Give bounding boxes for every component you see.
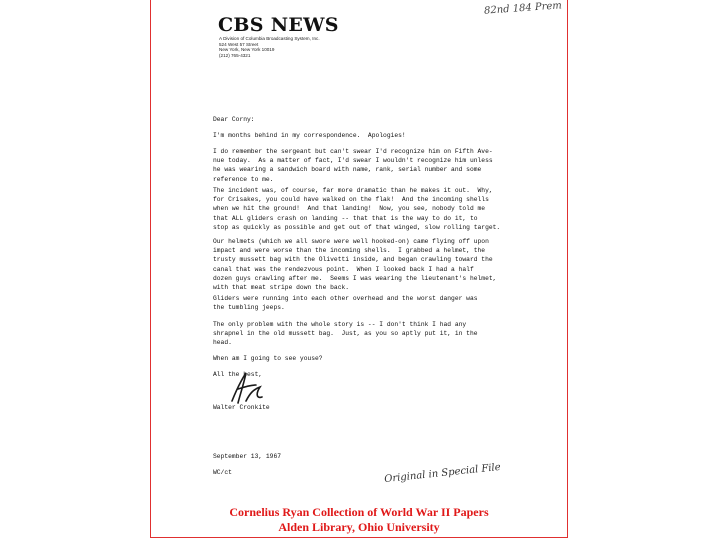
letterhead-address-line: (212) 765-4321 [219,52,251,58]
handwritten-annotation-file: Original in Special File [383,461,502,486]
letter-paragraph-2: I do remember the sergeant but can't swear I'd recognize him on Fifth Ave- nue today. As a matter of fact, I'd swear I wouldn't recognize him unless he was wearing a sandwich board with name, rank, serial number and some reference to me. [213,148,493,183]
letter-paragraph-5: Gliders were running into each other overhead and the worst danger was the tumbling jeeps. [213,295,478,312]
letter-date: September 13, 1967 [213,453,282,460]
letterhead-title: CBS NEWS [218,14,339,36]
caption-collection: Cornelius Ryan Collection of World War II Papers [229,505,489,519]
caption-library: Alden Library, Ohio University [278,520,440,534]
letterhead-address-line: A Division of Columbia Broadcasting System, Inc. [219,36,320,41]
letter-reference: WC/ct [213,469,232,476]
letter-signer: Walter Cronkite [213,404,270,411]
handwritten-signature [226,371,266,407]
letter-paragraph-4: Our helmets (which we all swore were well hooked-on) came flying off upon impact and were worse than the incoming shells. I grabbed a helmet, the trusty mussett bag with the Olivetti inside, and began crawling toward the canal that was the rendezvous point. When I looked back I had a half dozen guys crawling after me. Seems I was wearing the lieutenant's helmet, with that meat stripe down the back. [213,238,497,292]
letter-paragraph-1: I'm months behind in my correspondence. Apologies! [213,132,406,139]
handwritten-annotation-top: 82nd 184 Prem [483,0,563,17]
letter-paragraph-7: When am I going to see youse? [213,355,323,362]
letterhead-address-line: New York, New York 10019 [219,47,275,53]
letter-paragraph-3: The incident was, of course, far more dramatic than he makes it out. Why, for Crisakes, you could have walked on the flak! And the incoming shells when we hit the ground! And that landing! Now, you see, nobody told me that ALL gliders crash on landing -- that that is the way to do it, to stop as quickly as possible and get out of that winged, slow rolling target. [213,187,501,231]
letterhead-address-line: 524 West 57 Street [219,41,259,47]
letter-salutation: Dear Corny: [213,116,255,123]
letter-paragraph-6: The only problem with the whole story is -- I don't think I had any shrapnel in the old mussett bag. Just, as you so aptly put it, in the head. [213,321,478,347]
letter-closing: All the best, [213,371,263,378]
